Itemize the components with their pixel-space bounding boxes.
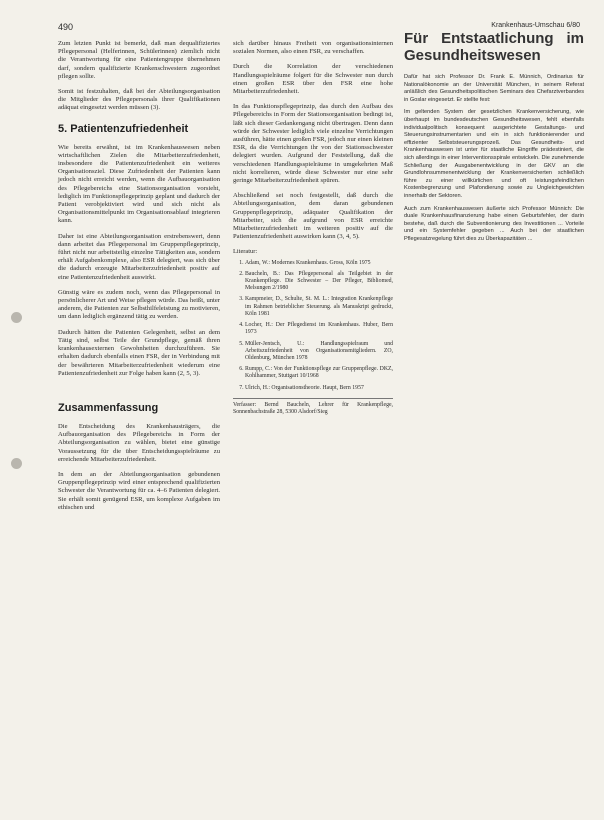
paragraph: Die Entscheidung des Krankenhausträgers, die Aufbauorganisation des Pflegebereichs in Form der Abteilungsorganisation zu wählen, bietet eine günstige Voraussetzung für die über Entscheidungsspielräume zu erreichende Mitarbeiterzufriedenheit. <box>58 422 220 463</box>
sidebar-title: Für Entstaatlichung im Gesundheitswesen <box>404 30 584 64</box>
reference-item: 7. Ulrich, H.: Organisationstheorie. Haupt, Bern 1957 <box>245 385 393 392</box>
sidebar-paragraph: Auch zum Krankenhauswesen äußerte sich Professor Münnich: Die duale Krankenhausfinanzierung habe einen Geburtsfehler, der darin bestehe, daß durch die Subventionierung des Investitionen ... Vorteile und ein Systemfehler gegeben ... Auch bei der staatlichen Pflegesatzregelung führt dies zu Überkapazitäten ... <box>404 205 584 242</box>
page-number: 490 <box>58 22 74 32</box>
paragraph: Daher ist eine Abteilungsorganisation erstrebenswert, denn dann arbeitet das Pflegepersonal im Gruppenpflegeprinzip, führt nicht nur arbeitsteilig einzelne Tätigkeiten aus, sondern erhält Aufgabenkomplexe, also ESR delegiert, was sich über die dadurch erzeugte Mitarbeiterzufriedenheit positiv auf eine Patientenzufriedenheit auswirkt. <box>58 232 220 281</box>
paragraph: Abschließend sei noch festgestellt, daß durch die Abteilungsorganisation, dem daran gebundenen Gruppenpflegeprinzip, adäquater Qualifikation der Mitarbeiter, sich die aufgrund von ESR erreichte Mitarbeiterzufriedenheit im weiteren positiv auf die Patientenzufriedenheit auswirken kann (3, 4, 5). <box>233 192 393 241</box>
punch-hole-top <box>11 312 22 323</box>
reference-list <box>233 260 393 392</box>
sidebar-article <box>404 30 584 248</box>
paragraph: Wie bereits erwähnt, ist im Krankenhauswesen neben wirtschaftlichen Zielen die Mitarbeiterzufriedenheit, insbesondere die Patientenzufriedenheit ein weiteres Organisationsziel. Diese Zufriedenheit der Patienten kann jedoch nicht erreicht werden, wenn die Aufbauorganisation des Pflegebereichs eine Stationsorganisation vorsieht, lediglich im Funktionspflegeprinzip geplant und dadurch der Patient verobjektiviert wird und sich nicht als Organisationsmittelpunkt im Organisationsablauf integrieren kann. <box>58 143 220 225</box>
journal-name: Krankenhaus-Umschau 6/80 <box>491 22 580 29</box>
section-heading: 5. Patientenzufriedenheit <box>58 122 189 135</box>
reference-item: 3. Kampmeier, D., Schulte, St. M. L.: Integration Krankenpflege im Rahmen betrieblicher Steuerung. als Manuskript gedruckt, Köln 1981 <box>245 296 393 318</box>
section-heading: Zusammenfassung <box>58 401 159 414</box>
paragraph: Dadurch hätten die Patienten Gelegenheit, selbst an dem Tätig sind, selbst Teile der Grundpflege, gemäß ihren krankenhausexternen Gewohnheiten durchzuführen. Sie erhalten dadurch ebenfalls einen FSR, der in Verbindung mit der bewährteren Mitarbeiterzufriedenheit wiederum eine Patientenzufriedenheit zur Folge haben kann (2, 5, 3). <box>58 328 220 377</box>
paragraph: sich darüber hinaus Freiheit von organisationsinternen sozialen Normen, also einen FSR, zu verschaffen. <box>233 40 393 56</box>
paragraph: In dem an der Abteilungsorganisation gebundenen Gruppenpflegeprinzip wird einer entsprechend qualifizierten Schwester die Verantwortung für ca. 4–6 Patienten delegiert. Sie erhält somit genügend ESR, um komplexe Aufgaben im ethischen und <box>58 470 220 511</box>
reference-item: 6. Rumpp, C.: Von der Funktionspflege zur Gruppenpflege. DKZ, Kohlhammer, Stuttgart 10/1968 <box>245 366 393 380</box>
literature-heading: Literatur: <box>233 248 258 256</box>
paragraph: In das Funktionspflegeprinzip, das durch den Aufbau des Pflegebereichs in Form der Stationsorganisation bedingt ist, läßt sich dieser Gedankengang nicht übertragen. Denn dann würde der Schwester lediglich viele einzelne Verrichtungen ausführen, hätte einen großen FSR, jedoch nur einen kleinen ESR, da die Verrichtungen ihr von der Stationsschwester delegiert wurden. Aufgrund der Feststellung, daß die verschiedenen Handlungsspielräume in umgekehrten Maß nicht korrelieren, würde diese Schwester nur eine sehr geringe Mitarbeiterzufriedenheit spüren. <box>233 103 393 185</box>
paragraph: Durch die Korrelation der verschiedenen Handlungsspielräume folgert für die Schwester nun durch einen großen ESR über den FSR eine hohe Mitarbeiterzufriedenheit. <box>233 63 393 96</box>
paragraph: Günstig wäre es zudem noch, wenn das Pflegepersonal in persönlicherer Art und Weise pflegen würde. Das heißt, unter anderem, die Patienten zur Selbsthilfeleistung zu motivieren, um dann lediglich ergänzend tätig zu werden. <box>58 288 220 321</box>
reference-item: 4. Locher, H.: Der Pflegedienst im Krankenhaus. Huber, Bern 1973 <box>245 322 393 336</box>
paragraph: Somit ist festzuhalten, daß bei der Abteilungsorganisation die Mitglieder des Pflegepersonals ihrer Qualifikationen adäquat eingesetzt werden müssen (3). <box>58 88 220 112</box>
punch-hole-bottom <box>11 458 22 469</box>
paragraph: Zum letzten Punkt ist bemerkt, daß man dequalifiziertes Pflegepersonal (Helferinnen, Schülerinnen) ziemlich nicht die Verantwortung für eine Patientengruppe übernehmen darf, sondern qualifizierte Krankenschwestern zugeordnet pflegen sollte. <box>58 40 220 80</box>
column-middle <box>233 40 393 416</box>
reference-item: 2. Baucheln, B.: Das Pflegepersonal als Teilgebiet in der Krankenpflege. Die Schwester – Der Pfleger, Bibliomed, Melsungen 2/1980 <box>245 271 393 293</box>
reference-item: 5. Müller-Jentsch, U.: Handlungsspielraum und Arbeitszufriedenheit von Organisationsmitgliedern. ZO, Oldenburg, München 1978 <box>245 341 393 363</box>
reference-item: 1. Adam, W.: Modernes Krankenhaus. Gross, Köln 1975 <box>245 260 393 267</box>
sidebar-paragraph: Im geltenden System der gesetzlichen Krankenversicherung, wie überhaupt im bundesdeutschen Gesundheitswesen, fehlt ebenfalls individualpolitisch konsequent ausgerichtete Gestaltungs- und Steuerungsinstrumentarien und ein in sich funktionierender und effizienter Selbststeuerungsprozeß. Das Gesundheits- und Krankenhauswesen ist unter für staatliche Eingriffe prädestiniert, die sich allerdings in einer Interventionsspirale entwickeln. Die zunehmende Schließung der Ausgabenentwicklung in der GKV an die Grundlohnsummenentwicklung der Krankenversicherten schließlich führe zu einer willkürlichen und oft leistungsfeindlichen Kostenbegrenzung und Plafondierung sowie zu Ungleichgewichten innerhalb der Sektoren. <box>404 109 584 199</box>
sidebar-paragraph: Dafür hat sich Professor Dr. Frank E. Münnich, Ordinarius für Nationalökonomie an der Universität München, in seinem Referat anläßlich des Gesundheitspolitischen Seminars des Chefarztverbandes in Goslar eingesetzt. Er stellte fest: <box>404 74 584 103</box>
column-left <box>58 40 220 519</box>
author-note: Verfasser: Bernd Baucheln, Lehrer für Krankenpflege, Sonnenbachstraße 28, 5300 Alsdorf/Sieg <box>233 398 393 416</box>
